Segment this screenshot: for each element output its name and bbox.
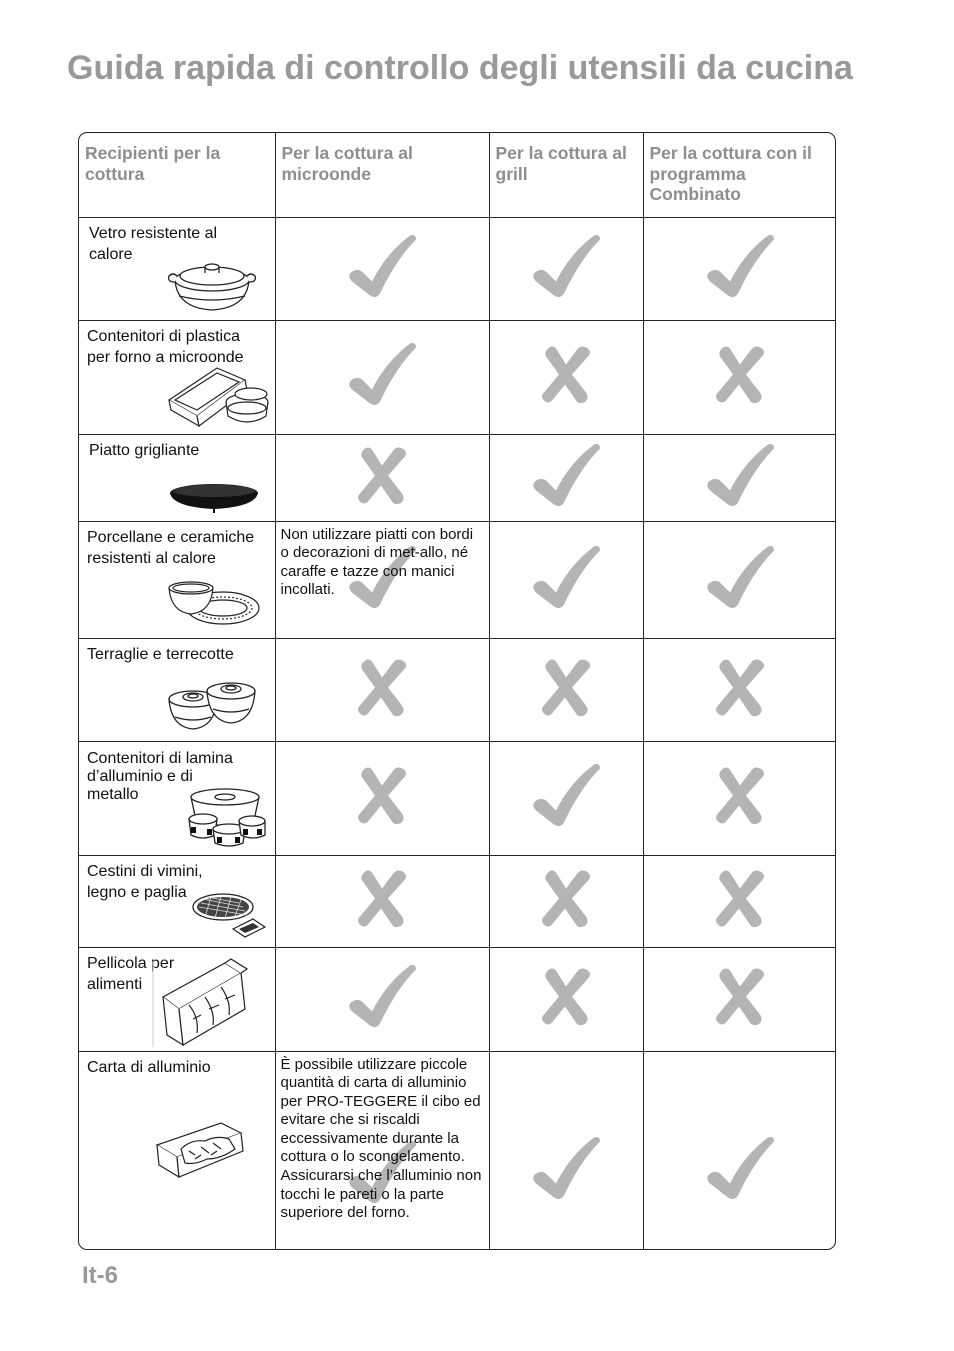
cross-mark-icon (354, 445, 410, 510)
row-label-cell (79, 320, 275, 434)
row-label-cell (79, 947, 275, 1051)
cling-film-box-icon (149, 957, 255, 1049)
microwave-cell (275, 217, 489, 320)
combination-cell (643, 741, 836, 855)
row-label-cell (79, 217, 275, 320)
grill-cell (489, 1051, 643, 1250)
table-row (79, 320, 836, 434)
wicker-basket-icon (191, 891, 267, 941)
aluminium-foil-icon (151, 1119, 247, 1179)
cross-mark-icon (712, 345, 768, 410)
row-label-cell (79, 521, 275, 638)
table-row (79, 217, 836, 320)
porcelain-note: Non utilizzare piatti con bordi o decorazioni di met-allo, né caraffe e tazze con manici incollati. (280, 525, 474, 599)
row-label-cell (79, 741, 275, 855)
aluminium-note: È possibile utilizzare piccole quantità di carta di alluminio per PRO-TEGGERE il cibo ed evitare che si riscaldi eccessivamente durante la cottura o lo scongelamento. Assicurarsi che l’alluminio non tocchi le pareti o la parte superiore del forno. (280, 1055, 482, 1222)
grill-cell (489, 741, 643, 855)
table-row (79, 741, 836, 855)
header-combination: Per la cottura con il programma Combinato (643, 133, 836, 217)
cross-mark-icon (354, 766, 410, 831)
microwave-cell (275, 434, 489, 521)
cross-mark-icon (538, 869, 594, 934)
grill-cell (489, 320, 643, 434)
table-row (79, 947, 836, 1051)
table-row (79, 638, 836, 741)
combination-cell (643, 1051, 836, 1250)
combination-cell (643, 638, 836, 741)
cross-mark-icon (712, 657, 768, 722)
plastic-containers-icon (167, 366, 271, 428)
table-header-row (79, 133, 836, 217)
check-mark-icon (346, 964, 418, 1035)
page-title: Guida rapida di controllo degli utensili da cucina (67, 49, 853, 87)
microwave-cell (275, 638, 489, 741)
microwave-cell (275, 320, 489, 434)
microwave-cell (275, 741, 489, 855)
row-label-cell (79, 434, 275, 521)
check-mark-icon (704, 442, 776, 513)
cross-mark-icon (354, 869, 410, 934)
table-row (79, 434, 836, 521)
page-number: It-6 (82, 1262, 118, 1289)
item-label: Terraglie e terrecotte (87, 645, 234, 663)
grill-cell (489, 217, 643, 320)
microwave-cell (275, 855, 489, 947)
item-label: Porcellane e ceramiche resistenti al calore (87, 528, 255, 567)
microwave-cell (275, 947, 489, 1051)
table-row (79, 855, 836, 947)
item-label: Piatto grigliante (89, 441, 200, 459)
cross-mark-icon (538, 657, 594, 722)
ceramic-bowl-plate-icon (167, 574, 261, 632)
row-label-cell (79, 1051, 275, 1250)
header-containers: Recipienti per la cottura (79, 133, 275, 217)
check-mark-icon (346, 342, 418, 413)
row-label-cell (79, 855, 275, 947)
item-label: Contenitori di lamina d’alluminio e di metallo (87, 749, 233, 803)
metal-tins-icon (183, 785, 267, 849)
item-label: Carta di alluminio (87, 1058, 211, 1076)
table-row (79, 521, 836, 638)
cross-mark-icon (712, 967, 768, 1032)
check-mark-icon (704, 544, 776, 615)
item-label: Pellicola per alimenti (87, 954, 175, 993)
header-grill: Per la cottura al grill (489, 133, 643, 217)
casserole-icon (167, 252, 257, 314)
microwave-cell (275, 521, 489, 638)
item-label: Contenitori di plastica per forno a microonde (87, 327, 244, 366)
check-mark-icon (346, 233, 418, 304)
check-mark-icon (704, 1136, 776, 1207)
cross-mark-icon (354, 657, 410, 722)
microwave-cell (275, 1051, 489, 1250)
combination-cell (643, 217, 836, 320)
check-mark-icon (530, 763, 602, 834)
table-row (79, 1051, 836, 1250)
check-mark-icon (530, 1136, 602, 1207)
check-mark-icon (704, 233, 776, 304)
row-label-cell (79, 638, 275, 741)
check-mark-icon (530, 442, 602, 513)
combination-cell (643, 947, 836, 1051)
cross-mark-icon (538, 967, 594, 1032)
grill-cell (489, 521, 643, 638)
grill-cell (489, 947, 643, 1051)
check-mark-icon (530, 544, 602, 615)
pottery-bowls-icon (167, 675, 259, 735)
item-label: Vetro resistente al calore (89, 224, 218, 263)
grill-plate-icon (167, 479, 261, 515)
cross-mark-icon (712, 766, 768, 831)
cross-mark-icon (712, 869, 768, 934)
header-microwave: Per la cottura al microonde (275, 133, 489, 217)
item-label: Cestini di vimini, legno e paglia (87, 862, 203, 901)
cross-mark-icon (538, 345, 594, 410)
combination-cell (643, 855, 836, 947)
combination-cell (643, 320, 836, 434)
combination-cell (643, 434, 836, 521)
combination-cell (643, 521, 836, 638)
utensil-table (78, 132, 836, 1250)
check-mark-icon (530, 233, 602, 304)
grill-cell (489, 638, 643, 741)
grill-cell (489, 855, 643, 947)
grill-cell (489, 434, 643, 521)
